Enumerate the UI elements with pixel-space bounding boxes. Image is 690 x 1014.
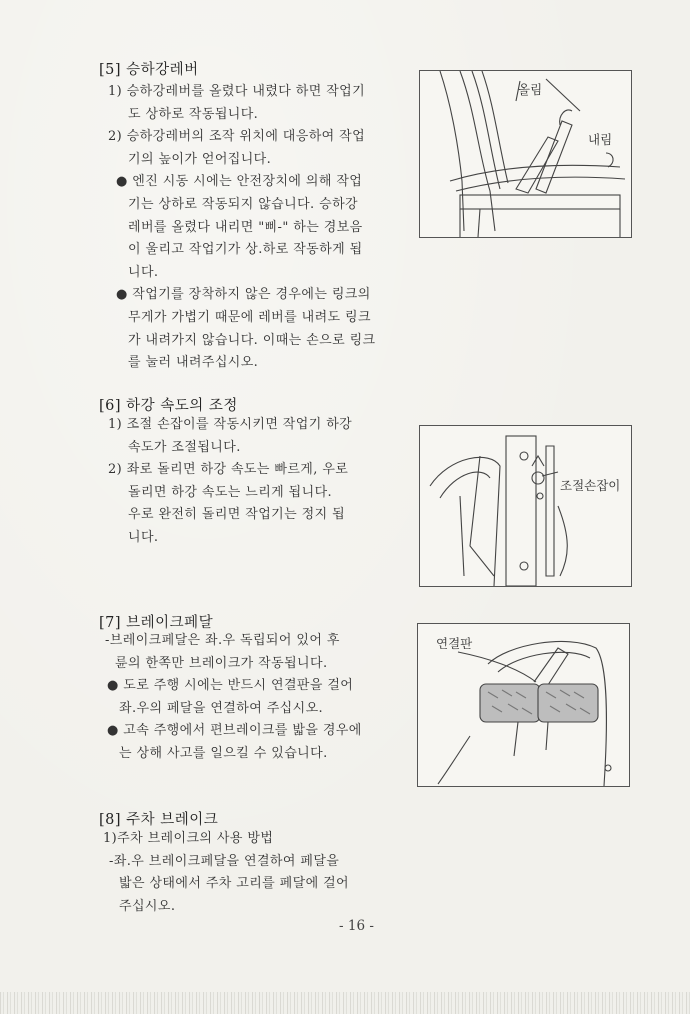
- section-8-body: [103, 828, 349, 918]
- text-line: -좌.우 브레이크페달을 연결하여 페달을: [109, 853, 340, 869]
- text-line: 륜의 한쪽만 브레이크가 작동됩니다.: [115, 655, 328, 671]
- note-bullet-line: ● 엔진 시동 시에는 안전장치에 의해 작업: [116, 174, 363, 190]
- note-bullet-line: ● 고속 주행에서 편브레이크를 밟을 경우에: [107, 723, 362, 739]
- text-line: 2) 좌로 돌리면 하강 속도는 빠르게, 우로: [108, 462, 349, 478]
- text-line: 1) 승하강레버를 올렸다 내렸다 하면 작업기: [108, 84, 366, 99]
- scan-edge-noise: [0, 992, 690, 1014]
- brake-pedal-figure: [417, 623, 630, 787]
- text-line: 우로 완전히 돌리면 작업기는 정지 됩: [128, 507, 346, 523]
- section-6-body: [108, 414, 352, 550]
- text-line: 밟은 상태에서 주차 고리를 페달에 걸어: [119, 876, 349, 892]
- speed-knob-illustration: [420, 426, 631, 586]
- text-line: 는 상해 사고를 일으킬 수 있습니다.: [119, 745, 328, 761]
- section-6-heading: [6] 하강 속도의 조정: [99, 398, 238, 414]
- speed-knob-figure: [419, 425, 632, 587]
- label-connecting-plate: 연결판: [436, 636, 473, 651]
- text-line: 2) 승하강레버의 조작 위치에 대응하여 작업: [108, 129, 366, 145]
- text-line: 도 상하로 작동됩니다.: [128, 106, 259, 122]
- text-line: 를 눌러 내려주십시오.: [128, 355, 259, 371]
- text-line: 무게가 가볍기 때문에 레버를 내려도 링크: [128, 309, 371, 325]
- text-line: -브레이크페달은 좌.우 독립되어 있어 후: [105, 633, 340, 648]
- page-number: - 16 -: [339, 918, 374, 934]
- text-line: 1) 조절 손잡이를 작동시키면 작업기 하강: [108, 417, 353, 432]
- section-7-heading: [7] 브레이크페달: [99, 615, 214, 631]
- text-line: 니다.: [128, 529, 159, 545]
- note-bullet-line: ● 작업기를 장착하지 않은 경우에는 링크의: [116, 287, 371, 303]
- section-7-body: [105, 630, 362, 766]
- section-5-heading: [5] 승하강레버: [99, 62, 199, 78]
- section-5-body: [108, 81, 375, 375]
- text-line: 이 울리고 작업기가 상.하로 작동하게 됩: [128, 242, 363, 258]
- text-line: 니다.: [128, 264, 159, 280]
- text-line: 돌리면 하강 속도는 느리게 됩니다.: [128, 484, 333, 500]
- label-down: 내림: [588, 132, 613, 147]
- section-8-heading: [8] 주차 브레이크: [99, 812, 219, 828]
- text-line: 1)주차 브레이크의 사용 방법: [103, 831, 274, 846]
- note-bullet-line: ● 도로 주행 시에는 반드시 연결판을 걸어: [107, 678, 354, 694]
- text-line: 속도가 조절됩니다.: [128, 439, 241, 455]
- lift-lever-figure: [419, 70, 632, 238]
- text-line: 기의 높이가 얻어집니다.: [128, 151, 272, 167]
- label-up: 올림: [518, 82, 543, 97]
- text-line: 주십시오.: [119, 898, 176, 914]
- text-line: 레버를 올렸다 내리면 "삐-" 하는 경보음: [128, 219, 363, 235]
- text-line: 기는 상하로 작동되지 않습니다. 승하강: [128, 196, 358, 212]
- text-line: 좌.우의 페달을 연결하여 주십시오.: [119, 700, 324, 716]
- label-adjust-knob: 조절손잡이: [560, 478, 621, 493]
- text-line: 가 내려가지 않습니다. 이때는 손으로 링크: [128, 332, 376, 348]
